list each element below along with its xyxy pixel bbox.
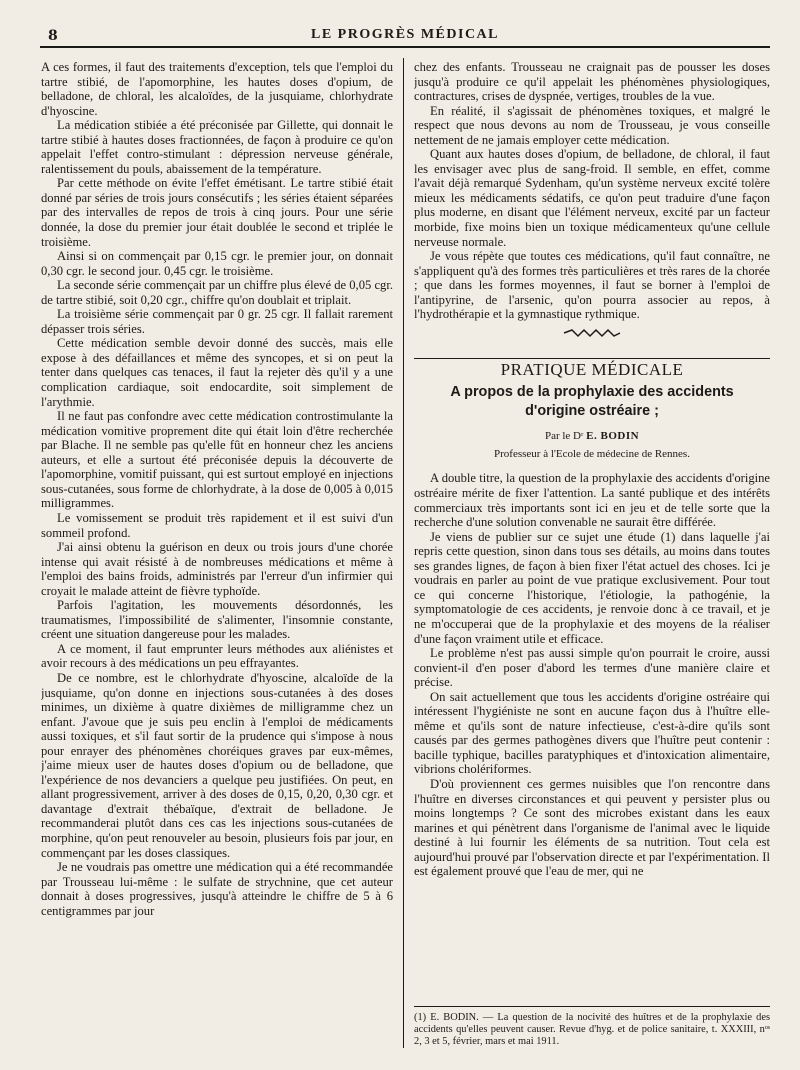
paragraph: Le problème n'est pas aussi simple qu'on pourrait le croire, aussi convient-il d'en poser d'abord les termes d'une manière claire et précise. [414, 646, 770, 690]
paragraph: Cette médication semble devoir donné des succès, mais elle expose à des défaillances et même des syncopes, et si on peut la tenter dans quelques cas tenaces, il faut la rejeter dès qu'il y a une complication cardiaque, soit endocardite, soit simplement de l'arythmie. [41, 336, 393, 409]
paragraph: D'où proviennent ces germes nuisibles que l'on rencontre dans l'huître en diverses circonstances et qui peuvent y persister plus ou moins longtemps ? Ce sont des microbes existant dans les eaux marines et qui pénètrent dans l'organisme de l'animal avec le liquide destiné à lui fournir les éléments de sa nutrition. Tout cela est aujourd'hui prouvé par l'observation directe et par l'expérimentation. Il est également prouvé que l'eau de mer, qui ne [414, 776, 770, 879]
paragraph: A double titre, la question de la prophylaxie des accidents d'origine ostréaire mérite de fixer l'attention. La santé publique et des intérêts commerciaux très importants sont ici en jeu et de telle sorte que la recherche d'une solution convenable ne saurait être différée. [414, 471, 770, 530]
footnote: (1) E. BODIN. — La question de la nocivité des huîtres et de la prophylaxie des accidents qu'elles peuvent causer. Revue d'hyg. et de police sanitaire, t. XXXIII, nᵒˢ 2, 3 et 5, février, mars et mai 1911. [414, 1006, 770, 1048]
paragraph: De ce nombre, est le chlorhydrate d'hyoscine, alcaloïde de la jusquiame, qu'on donne en injections sous-cutanées à des doses minimes, un dixième à quatre dixièmes de milligramme chez un enfant. J'avoue que je suis peu enclin à l'emploi de médicaments aussi toxiques, et s'il faut sortir de la prudence qui s'impose à nous pour enrayer des phénomènes choréiques graves par eux-mêmes, j'aime mieux user de hautes doses d'opium ou de belladone, que l'expérience de nos devanciers a quelque peu justifiées. On peut, en allant progressivement, arriver à des doses de 0,15, 0,20, 0,30 cgr. et davantage d'extrait thébaïque, d'extrait de belladone. Je recommanderai plutôt dans ces cas les injections sous-cutanées de morphine, qu'on peut renouveler au besoin, plusieurs fois par jour, en commençant par les doses classiques. [41, 670, 393, 860]
byline [414, 429, 770, 444]
author-name: E. BODIN [586, 430, 640, 443]
right-column [414, 60, 770, 1002]
paragraph: En réalité, il s'agissait de phénomènes toxiques, et malgré le respect que nous devons au nom de Trousseau, je vous conseille nettement de ne jamais employer cette médication. [414, 103, 770, 147]
paragraph: Je vous répète que toutes ces médications, qu'il faut connaître, ne s'appliquent qu'à des formes très particulières et très rares de la chorée ; que dans les formes moyennes, il faut se borner à l'emploi de l'antipyrine, de l'arsenic, qu'on pourra associer au repos, à l'hydrothérapie et la gymnastique rythmique. [414, 249, 770, 322]
paragraph: Le vomissement se produit très rapidement et il est suivi d'un sommeil profond. [41, 510, 393, 540]
wave-ornament-icon [562, 326, 622, 340]
article-title-line: d'origine ostréaire ; [525, 403, 659, 420]
paragraph: A ce moment, il faut emprunter leurs méthodes aux aliénistes et avoir recours à des médications un peu effrayantes. [41, 641, 393, 671]
paragraph: Je ne voudrais pas omettre une médication qui a été recommandée par Trousseau lui-même : le sulfate de strychnine, que cet auteur donnait à doses progressives, jusqu'à atteindre le chiffre de 5 à 6 centigrammes par jour [41, 860, 393, 918]
paragraph: Je viens de publier sur ce sujet une étude (1) dans laquelle j'ai repris cette question, sinon dans tous ses détails, au moins dans toutes ses grandes lignes, de façon à bien fixer l'état actuel des choses. Ici je voudrais en parler au point de vue pratique exclusivement. Pour tout ce qui concerne l'historique, l'étiologie, la pathogénie, la symptomatologie de ces accidents, je renvoie donc à ce travail, et je ne m'occuperai que de la prophylaxie et des moyens de la réaliser d'une façon vraiment utile et efficace. [414, 529, 770, 646]
page-number: 8 [48, 28, 58, 44]
paragraph: On sait actuellement que tous les accidents d'origine ostréaire qui intéressent l'hygiéniste ne sont en aucune façon dus à l'huître elle-même et qu'ils sont de nature infectieuse, c'est-à-dire qu'ils sont causés par des germes pathogènes divers que l'huître peut contenir : bacille typhique, bacilles paratyphiques et d'intoxication alimentaire, vibrions cholériformes. [414, 689, 770, 777]
article-title-line: A propos de la prophylaxie des accidents [450, 384, 734, 401]
left-column [41, 60, 393, 1048]
section-rubric: PRATIQUE MÉDICALE [414, 358, 770, 378]
paragraph: Par cette méthode on évite l'effet émétisant. Le tartre stibié était donné par séries de trois jours consécutifs ; les séries étaient séparées par des intervalles de repos de trois à cinq jours. Pour une série donnée, la dose du premier jour était doublée le second et triplée le troisième. [41, 176, 393, 249]
ornament-divider [414, 326, 770, 348]
column-divider [403, 58, 404, 1048]
paragraph: chez des enfants. Trousseau ne craignait pas de pousser les doses jusqu'à produire ce qu'il appelait les phénomènes physiologiques, contractures, crises de dyspnée, vertiges, troubles de la vue. [414, 60, 770, 104]
author-affiliation: Professeur à l'Ecole de médecine de Rennes. [494, 447, 690, 460]
article-title [414, 383, 770, 421]
page-header [40, 22, 770, 48]
byline-prefix: Par le Dʳ [544, 430, 584, 443]
paragraph: Ainsi si on commençait par 0,15 cgr. le premier jour, on donnait 0,30 cgr. le second jour. 0,45 cgr. le troisième. [41, 249, 393, 278]
paragraph: La troisième série commençait par 0 gr. 25 cgr. Il fallait rarement dépasser trois séries. [41, 307, 393, 336]
paragraph: A ces formes, il faut des traitements d'exception, tels que l'emploi du tartre stibié, de l'apomorphine, les hautes doses d'opium, de belladone, de chloral, les alcaloïdes, de la jusquiame, chlorhydrate d'hyoscine. [41, 60, 393, 118]
paragraph: J'ai ainsi obtenu la guérison en deux ou trois jours d'une chorée intense qui avait résisté à de nombreuses médications et même à l'emploi des bains froids, administrés par l'erreur d'un infirmier qui croyait le malade atteint de fièvre typhoïde. [41, 540, 393, 598]
paragraph: Quant aux hautes doses d'opium, de belladone, de chloral, il faut les envisager avec plus de sang-froid. Il semble, en effet, comme l'avait déjà remarqué Sydenham, qu'un système nerveux excité tolère mieux les médicaments sédatifs, ce qu'on peut traduire d'une façon plus moderne, en disant que l'élément nerveux, excité par un facteur morbide, fixe moins bien un toxique médicamenteux qu'une cellule nerveuse normale. [414, 147, 770, 249]
paragraph: La seconde série commençait par un chiffre plus élevé de 0,05 cgr. de tartre stibié, soit 0,20 cgr., chiffre qu'on doublait et triplait. [41, 278, 393, 307]
paragraph: Il ne faut pas confondre avec cette médication controstimulante la médication vomitive proprement dite qui était loin d'être recherchée par Blache. Il ne semble pas qu'elle fût en honneur chez les anciens auteurs, et elle a surtout été préconisée depuis la découverte de l'apomorphine, vomitif puissant, qui est surtout employé en injections sous-cutanées, sous forme de chlorhydrate, à la dose de 0,005 à 0,015 milligrammes. [41, 409, 393, 511]
journal-title: LE PROGRÈS MÉDICAL [310, 27, 500, 42]
paragraph: Parfois l'agitation, les mouvements désordonnés, les traumatismes, l'impossibilité de s'alimenter, l'insomnie constante, créent une situation dangereuse pour les malades. [41, 598, 393, 642]
paragraph: La médication stibiée a été préconisée par Gillette, qui donnait le tartre stibié à hautes doses fractionnées, de façon à produire ce qu'on appelait l'effet contro-stimulant : dépression nerveuse générale, ralentissement du pouls, abaissement de la température. [41, 118, 393, 176]
